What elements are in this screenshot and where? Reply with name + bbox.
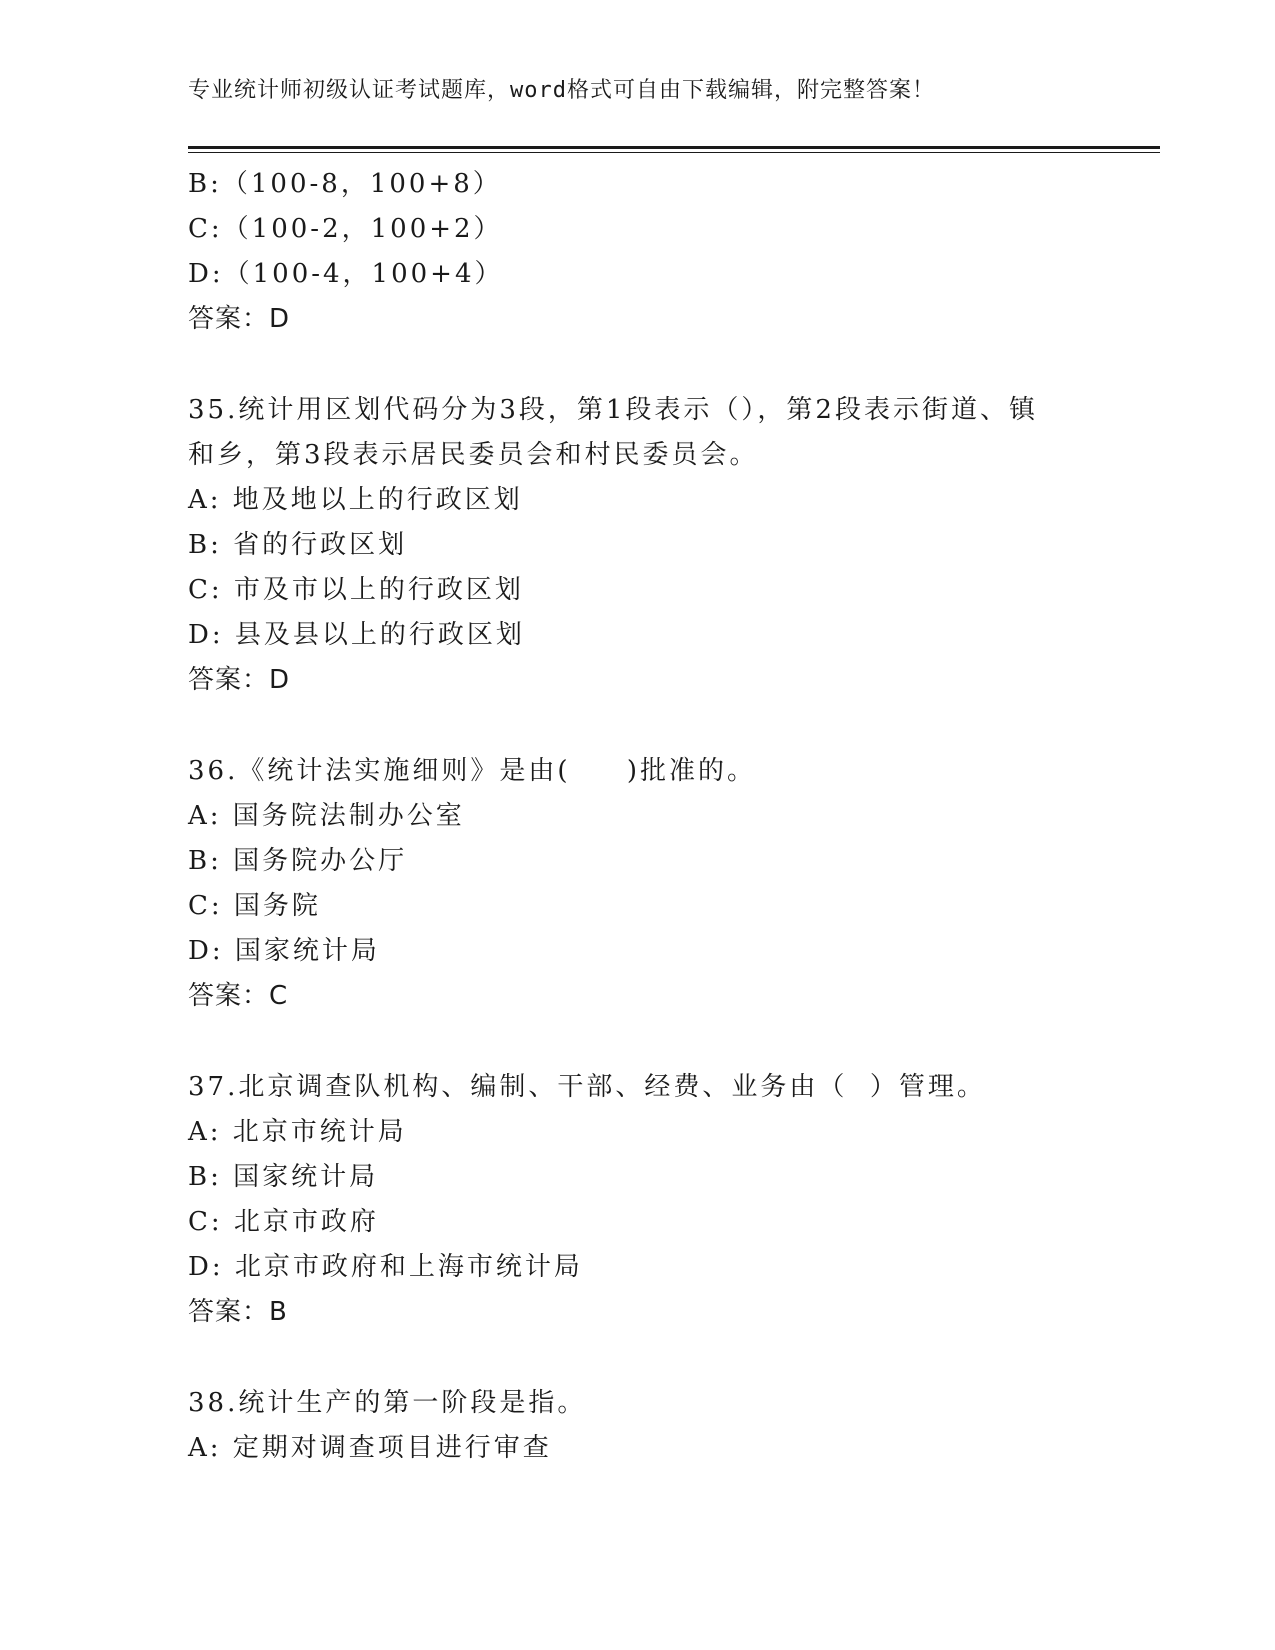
option-d: D:（100-4，100+4） (188, 259, 504, 289)
question-stem: 38.统计生产的第一阶段是指。 (188, 1388, 587, 1418)
option-b: B:（100-8，100+8） (188, 169, 502, 199)
header-rule-thin (188, 152, 1160, 153)
question-stem: 35.统计用区划代码分为3段，第1段表示（），第2段表示街道、镇 (188, 395, 1038, 425)
question-38 (188, 1381, 1088, 1471)
header-rule-thick (188, 146, 1160, 149)
question-stem: 37.北京调查队机构、编制、干部、经费、业务由（ ）管理。 (188, 1072, 986, 1102)
option-a: A: 定期对调查项目进行审查 (188, 1433, 552, 1463)
question-36 (188, 749, 1088, 1019)
option-d: D: 县及县以上的行政区划 (188, 620, 525, 650)
answer: 答案：C (188, 981, 289, 1011)
spacer (188, 1335, 1088, 1381)
question-35 (188, 388, 1088, 703)
spacer (188, 342, 1088, 388)
option-d: D: 北京市政府和上海市统计局 (188, 1252, 583, 1282)
spacer (188, 703, 1088, 749)
answer: 答案：B (188, 1297, 288, 1327)
option-b: B: 国务院办公厅 (188, 846, 408, 876)
option-d: D: 国家统计局 (188, 936, 380, 966)
option-a: A: 北京市统计局 (188, 1117, 407, 1147)
question-37 (188, 1065, 1088, 1335)
question-stem-continued: 和乡，第3段表示居民委员会和村民委员会。 (188, 440, 759, 470)
option-c: C:（100-2，100+2） (188, 214, 503, 244)
option-a: A: 地及地以上的行政区划 (188, 485, 523, 515)
page-header: 专业统计师初级认证考试题库，word格式可自由下载编辑，附完整答案！ (188, 78, 935, 103)
question-list (188, 162, 1088, 1471)
option-c: C: 北京市政府 (188, 1207, 379, 1237)
option-b: B: 省的行政区划 (188, 530, 408, 560)
answer: 答案：D (188, 304, 291, 334)
option-a: A: 国务院法制办公室 (188, 801, 465, 831)
answer: 答案：D (188, 665, 291, 695)
question-34-tail (188, 162, 1088, 342)
option-c: C: 国务院 (188, 891, 321, 921)
option-b: B: 国家统计局 (188, 1162, 379, 1192)
question-stem: 36.《统计法实施细则》是由( )批准的。 (188, 756, 756, 786)
option-c: C: 市及市以上的行政区划 (188, 575, 524, 605)
spacer (188, 1019, 1088, 1065)
